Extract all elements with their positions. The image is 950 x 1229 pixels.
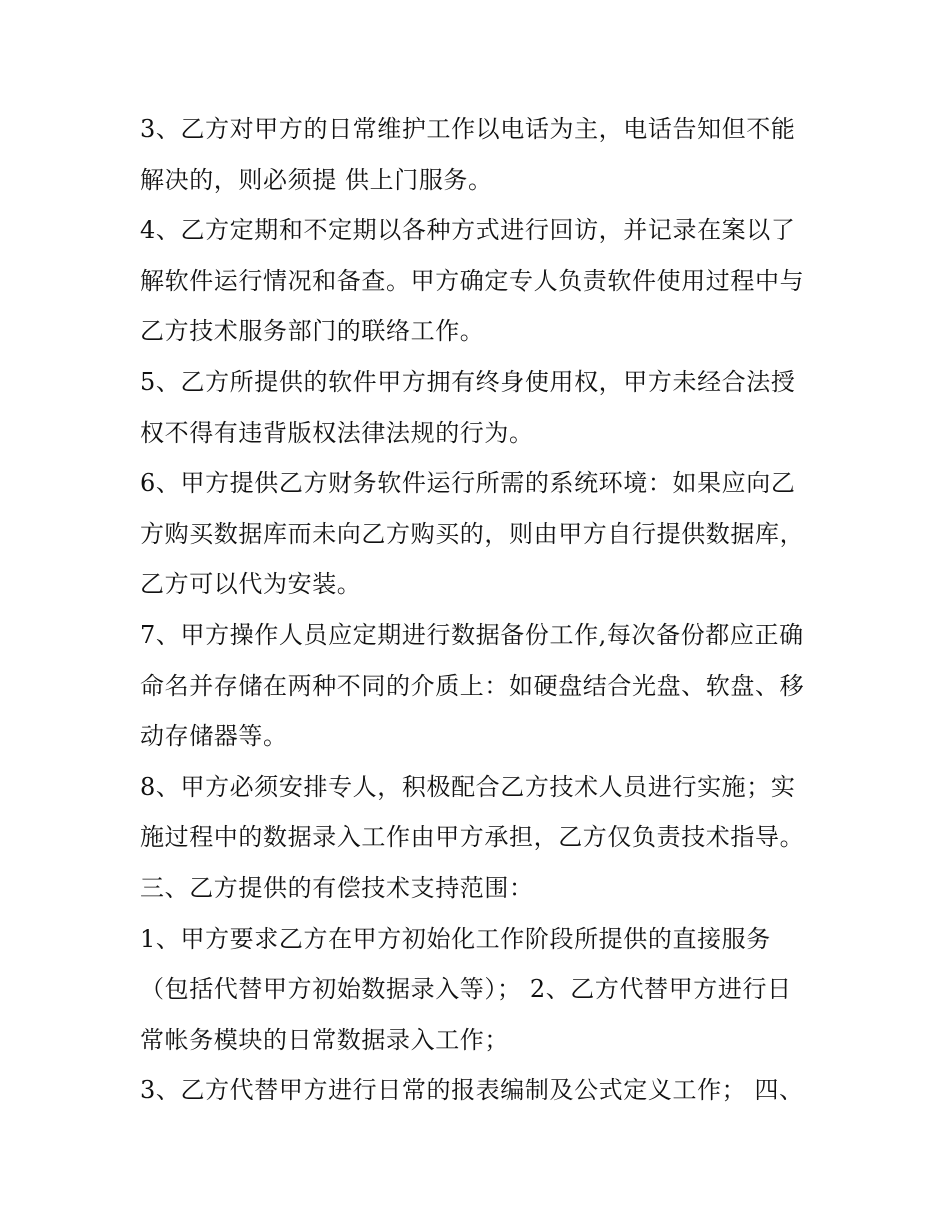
text-line: 8、甲方必须安排专人，积极配合乙方技术人员进行实施；实	[140, 772, 796, 801]
text-line: 7、甲方操作人员应定期进行数据备份工作,每次备份都应正确	[140, 620, 804, 649]
text-line: 1、甲方要求乙方在甲方初始化工作阶段所提供的直接服务	[140, 924, 771, 953]
text-line: 3、乙方对甲方的日常维护工作以电话为主，电话告知但不能	[140, 115, 796, 143]
text-line: 3、乙方代替甲方进行日常的报表编制及公式定义工作； 四、	[140, 1076, 804, 1105]
text-line: 解决的，则必须提 供上门服务。	[140, 165, 493, 194]
section-heading: 三、乙方提供的有偿技术支持范围：	[140, 873, 534, 902]
text-line: 方购买数据库而未向乙方购买的，则由甲方自行提供数据库，	[140, 519, 805, 548]
text-line: 乙方可以代为安装。	[140, 570, 362, 599]
text-line: 6、甲方提供乙方财务软件运行所需的系统环境：如果应向乙	[140, 469, 796, 498]
text-line: （包括代替甲方初始数据录入等）； 2、乙方代替甲方进行日	[140, 975, 792, 1004]
text-line: 命名并存储在两种不同的介质上：如硬盘结合光盘、软盘、移	[140, 671, 805, 700]
text-line: 施过程中的数据录入工作由甲方承担，乙方仅负责技术指导。	[140, 823, 805, 852]
text-line: 常帐务模块的日常数据录入工作；	[140, 1025, 509, 1054]
text-line: 动存储器等。	[140, 722, 288, 751]
text-line: 4、乙方定期和不定期以各种方式进行回访，并记录在案以了	[140, 216, 796, 245]
document-body	[140, 104, 830, 1116]
text-line: 5、乙方所提供的软件甲方拥有终身使用权，甲方未经合法授	[140, 367, 796, 396]
text-line: 权不得有违背版权法律法规的行为。	[140, 418, 534, 447]
text-line: 解软件运行情况和备查。甲方确定专人负责软件使用过程中与	[140, 266, 805, 295]
text-line: 乙方技术服务部门的联络工作。	[140, 317, 485, 346]
